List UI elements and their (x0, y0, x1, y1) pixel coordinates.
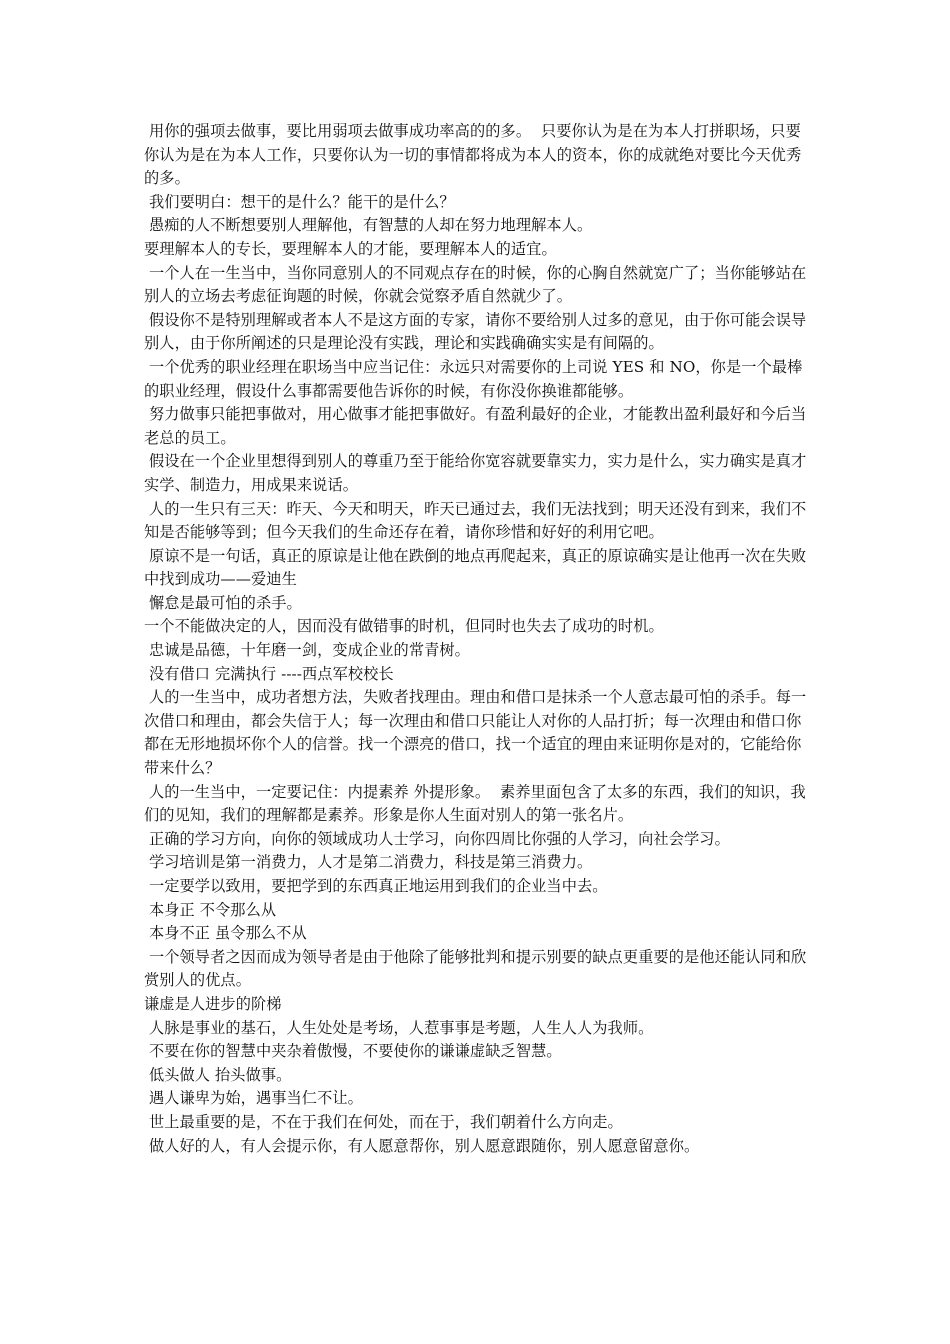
paragraph: 原谅不是一句话，真正的原谅是让他在跌倒的地点再爬起来，真正的原谅确实是让他再一次在失败中找到成功——爱迪生 (144, 546, 807, 589)
paragraph: 假设在一个企业里想得到别人的尊重乃至于能给你宽容就要靠实力，实力是什么，实力确实是真才实学、制造力，用成果来说话。 (144, 452, 807, 494)
paragraph: 没有借口 完满执行 ----西点军校校长 (144, 664, 394, 683)
paragraph: 本身不正 虽令那么不从 (144, 924, 307, 943)
paragraph: 谦虚是人进步的阶梯 (144, 994, 282, 1013)
paragraph: 世上最重要的是，不在于我们在何处，而在于，我们朝着什么方向走。 (144, 1112, 623, 1131)
paragraph: 一个领导者之因而成为领导者是由于他除了能够批判和提示别要的缺点更重要的是他还能认同和欣赏别人的优点。 (144, 947, 807, 990)
paragraph: 低头做人 抬头做事。 (144, 1065, 292, 1084)
paragraph: 忠诚是品德，十年磨一剑，变成企业的常青树。 (144, 641, 470, 660)
paragraph: 学习培训是第一消费力，人才是第二消费力，科技是第三消费力。 (144, 853, 593, 872)
paragraph: 人的一生当中，一定要记住：内提素养 外提形象。 素养里面包含了太多的东西，我们的知识，我们的见知，我们的理解都是素养。形象是你人生面对别人的第一张名片。 (144, 782, 806, 825)
paragraph: 做人好的人，有人会提示你，有人愿意帮你，别人愿意跟随你，别人愿意留意你。 (144, 1136, 700, 1155)
paragraph: 要理解本人的专长，要理解本人的才能，要理解本人的适宜。 (144, 239, 557, 258)
paragraph: 本身正 不令那么从 (144, 900, 277, 919)
paragraph: 不要在你的智慧中夹杂着傲慢，不要使你的谦谦虚缺乏智慧。 (144, 1042, 562, 1061)
paragraph: 一个人在一生当中，当你同意别人的不同观点存在的时候，你的心胸自然就宽广了；当你能够站在别人的立场去考虑征询题的时候，你就会觉察矛盾自然就少了。 (144, 263, 807, 306)
paragraph: 遇人谦卑为始，遇事当仁不让。 (144, 1089, 363, 1108)
paragraph: 愚痴的人不断想要别人理解他，有智慧的人却在努力地理解本人。 (144, 216, 593, 235)
paragraph: 假设你不是特别理解或者本人不是这方面的专家，请你不要给别人过多的意见，由于你可能会误导别人，由于你所阐述的只是理论没有实践，理论和实践确确实实是有间隔的。 (144, 310, 807, 353)
paragraph: 一个优秀的职业经理在职场当中应当记住：永远只对需要你的上司说 YES 和 NO，你是一个最棒的职业经理，假设什么事都需要他告诉你的时候，有你没你换谁都能够。 (144, 357, 803, 400)
paragraph: 人的一生当中，成功者想方法，失败者找理由。理由和借口是抹杀一个人意志最可怕的杀手。每一次借口和理由，都会失信于人；每一次理由和借口只能让人对你的人品打折；每一次理由和借口你都在无形地损坏你个人的信誉。找一个漂亮的借口，找一个适宜的理由来证明你是对的，它能给你带来什么？ (144, 688, 807, 778)
paragraph: 人脉是事业的基石，人生处处是考场，人惹事事是考题，人生人人为我师。 (144, 1018, 654, 1037)
paragraph: 一定要学以致用，要把学到的东西真正地运用到我们的企业当中去。 (144, 877, 608, 895)
document-body (144, 120, 814, 1158)
paragraph: 我们要明白：想干的是什么？能干的是什么？ (144, 192, 455, 211)
paragraph: 正确的学习方向，向你的领域成功人士学习，向你四周比你强的人学习，向社会学习。 (144, 829, 730, 848)
paragraph: 人的一生只有三天：昨天、今天和明天，昨天已通过去，我们无法找到；明天还没有到来，我们不知是否能够等到；但今天我们的生命还存在着，请你珍惜和好好的利用它吧。 (144, 499, 807, 542)
paragraph: 努力做事只能把事做对，用心做事才能把事做好。有盈利最好的企业，才能教出盈利最好和今后当老总的员工。 (144, 405, 807, 447)
paragraph: 用你的强项去做事，要比用弱项去做事成功率高的的多。 只要你认为是在为本人打拼职场，只要你认为是在为本人工作，只要你认为一切的事情都将成为本人的资本，你的成就绝对要比今天优秀的多。 (144, 122, 802, 188)
paragraph: 懈怠是最可怕的杀手。 (144, 593, 302, 612)
paragraph: 一个不能做决定的人，因而没有做错事的时机，但同时也失去了成功的时机。 (144, 617, 664, 636)
